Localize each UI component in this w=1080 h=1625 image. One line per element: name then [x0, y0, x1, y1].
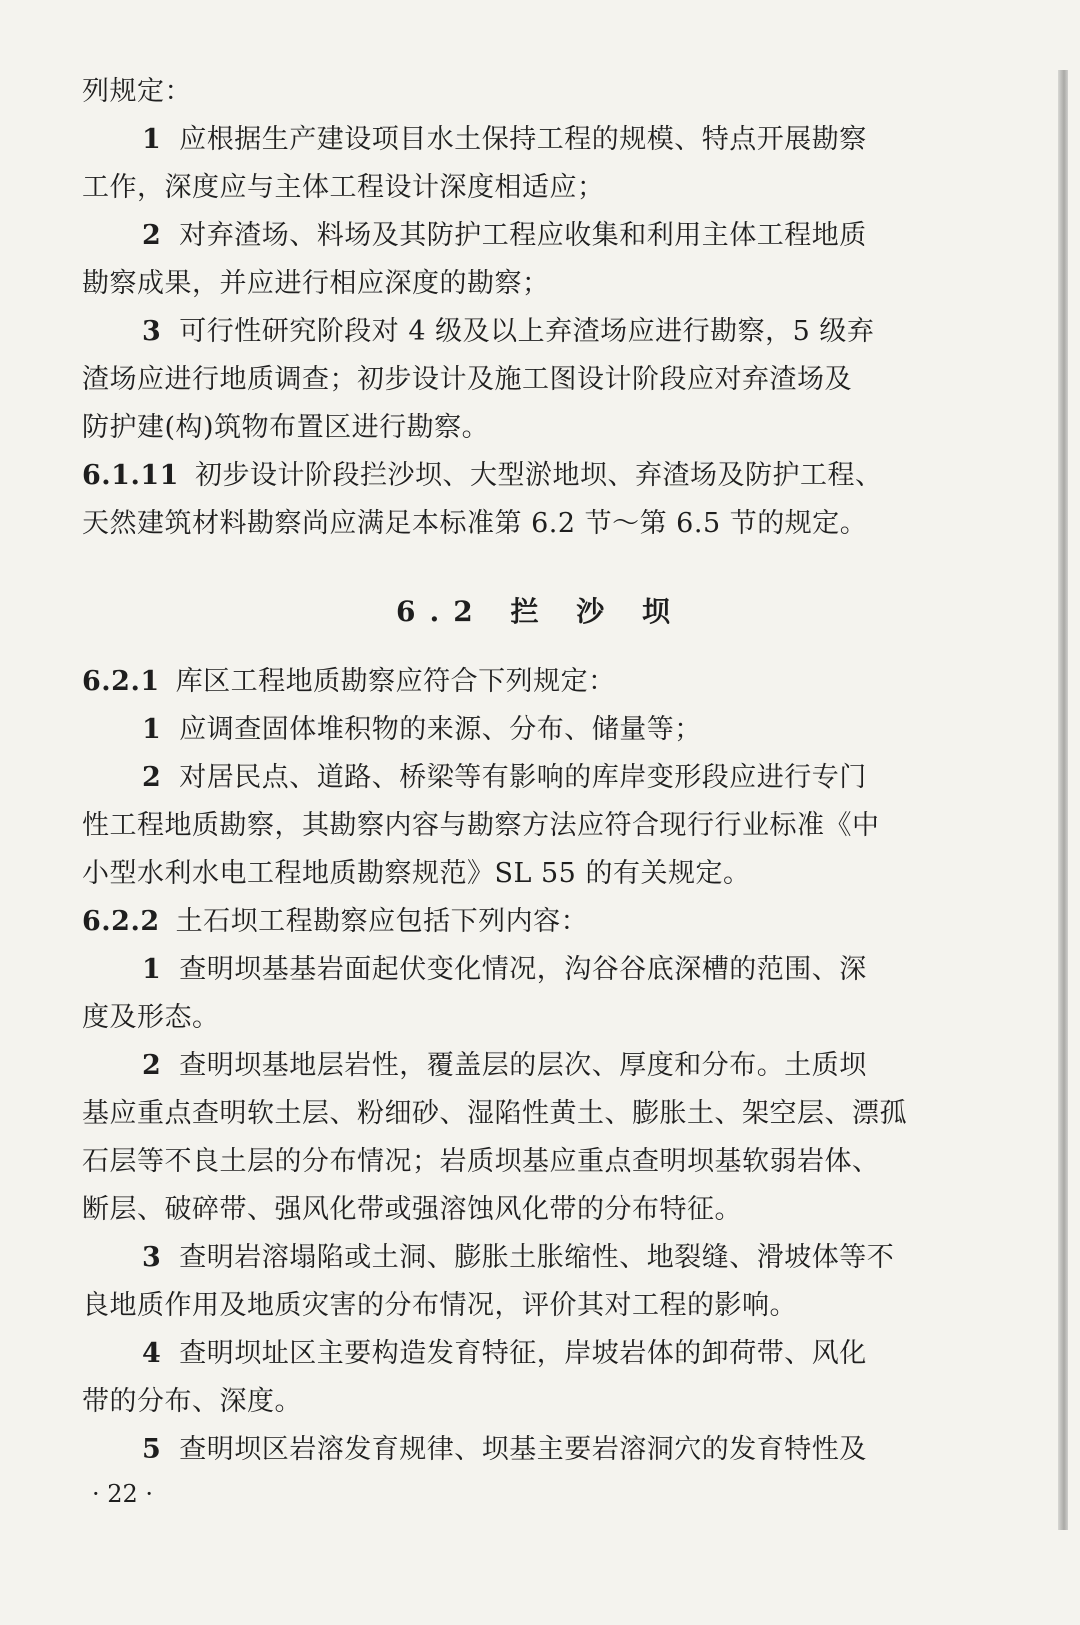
list-item: 3 查明岩溶塌陷或土洞、膨胀土胀缩性、地裂缝、滑坡体等不: [142, 1242, 895, 1273]
text-line: 防护建(构)筑物布置区进行勘察。: [82, 412, 490, 443]
clause-line: 6.2.2 土石坝工程勘察应包括下列内容：: [82, 906, 589, 937]
text-line: 列规定：: [82, 76, 192, 107]
list-item: 5 查明坝区岩溶发育规律、坝基主要岩溶洞穴的发育特性及: [142, 1434, 867, 1465]
section-heading: 6.2 拦 沙 坝: [396, 595, 684, 628]
list-item: 2 查明坝基地层岩性，覆盖层的层次、厚度和分布。土质坝: [142, 1050, 867, 1081]
list-item: 1 应调查固体堆积物的来源、分布、储量等；: [142, 714, 702, 745]
page-edge-shadow: [1058, 70, 1068, 1530]
text-line: 石层等不良土层的分布情况；岩质坝基应重点查明坝基软弱岩体、: [82, 1146, 880, 1177]
text-line: 小型水利水电工程地质勘察规范》SL 55 的有关规定。: [82, 858, 751, 889]
text-line: 勘察成果，并应进行相应深度的勘察；: [82, 268, 550, 299]
clause-line: 6.1.11 初步设计阶段拦沙坝、大型淤地坝、弃渣场及防护工程、: [82, 460, 883, 491]
list-item: 3 可行性研究阶段对 4 级及以上弃渣场应进行勘察，5 级弃: [142, 316, 875, 347]
text-line: 度及形态。: [82, 1002, 220, 1033]
clause-line: 6.2.1 库区工程地质勘察应符合下列规定：: [82, 666, 616, 697]
list-item: 2 对弃渣场、料场及其防护工程应收集和利用主体工程地质: [142, 220, 867, 251]
list-item: 1 应根据生产建设项目水土保持工程的规模、特点开展勘察: [142, 124, 867, 155]
text-line: 良地质作用及地质灾害的分布情况，评价其对工程的影响。: [82, 1290, 797, 1321]
page-number: · 22 ·: [92, 1480, 154, 1508]
text-line: 天然建筑材料勘察尚应满足本标准第 6.2 节～第 6.5 节的规定。: [82, 508, 868, 539]
list-item: 2 对居民点、道路、桥梁等有影响的库岸变形段应进行专门: [142, 762, 867, 793]
text-line: 工作，深度应与主体工程设计深度相适应；: [82, 172, 605, 203]
text-line: 渣场应进行地质调查；初步设计及施工图设计阶段应对弃渣场及: [82, 364, 852, 395]
text-line: 带的分布、深度。: [82, 1386, 302, 1417]
list-item: 1 查明坝基基岩面起伏变化情况，沟谷谷底深槽的范围、深: [142, 954, 867, 985]
list-item: 4 查明坝址区主要构造发育特征，岸坡岩体的卸荷带、风化: [142, 1338, 867, 1369]
text-line: 基应重点查明软土层、粉细砂、湿陷性黄土、膨胀土、架空层、漂孤: [82, 1098, 907, 1129]
text-line: 性工程地质勘察，其勘察内容与勘察方法应符合现行行业标准《中: [82, 810, 880, 841]
text-line: 断层、破碎带、强风化带或强溶蚀风化带的分布特征。: [82, 1194, 742, 1225]
